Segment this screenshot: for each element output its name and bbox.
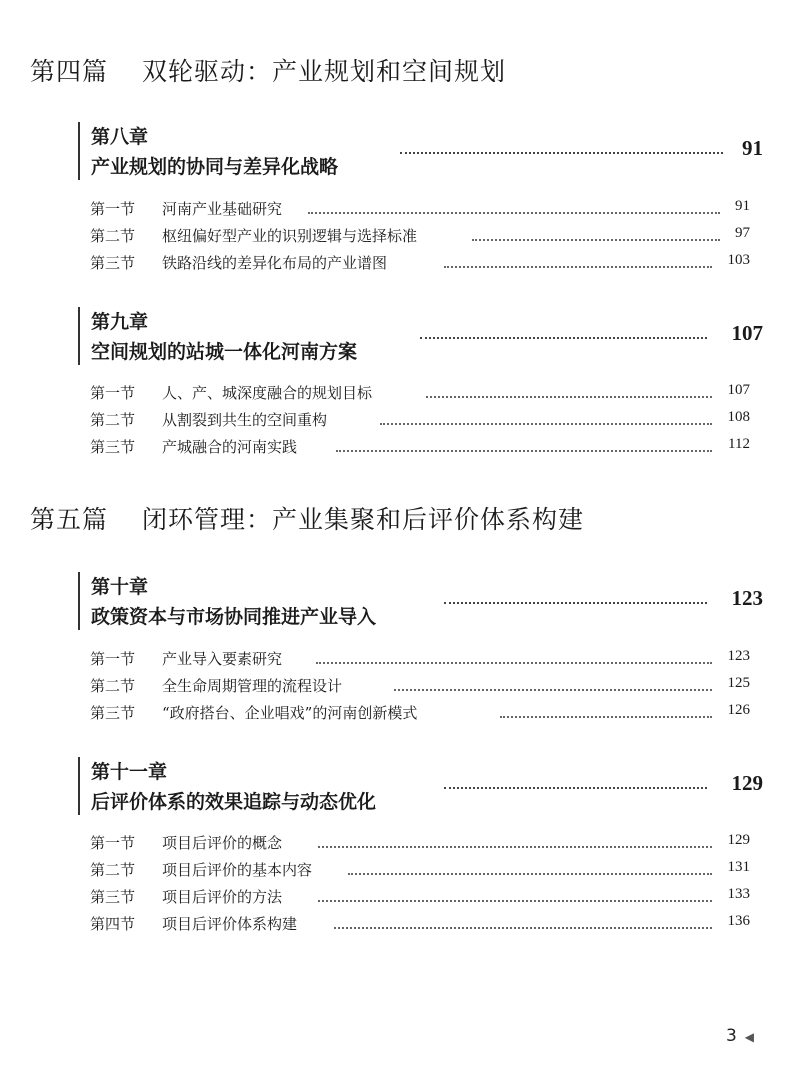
chapter-page: 107	[731, 321, 763, 345]
dot-leader	[318, 838, 712, 848]
section-number: 第二节	[90, 227, 136, 245]
dot-leader	[348, 865, 712, 875]
toc-section[interactable]	[90, 409, 750, 431]
section-number: 第三节	[90, 704, 136, 722]
section-page: 91	[735, 198, 750, 214]
part-title	[30, 52, 506, 88]
section-page: 136	[727, 913, 750, 929]
toc-chapter[interactable]	[78, 307, 763, 365]
page-number: 3	[725, 1026, 737, 1046]
toc-chapter[interactable]	[78, 757, 763, 815]
section-name: 全生命周期管理的流程设计	[162, 677, 343, 695]
section-name: 项目后评价的基本内容	[162, 861, 313, 879]
chapter-page: 123	[731, 586, 763, 610]
section-number: 第二节	[90, 677, 136, 695]
dot-leader	[500, 708, 712, 718]
section-page: 123	[727, 648, 750, 664]
section-number: 第三节	[90, 254, 136, 272]
section-name: 从割裂到共生的空间重构	[162, 411, 328, 429]
section-name: 项目后评价的方法	[162, 888, 283, 906]
part-name: 双轮驱动：产业规划和空间规划	[142, 57, 507, 86]
dot-leader	[426, 388, 712, 398]
page-footer	[726, 1026, 754, 1046]
toc-section[interactable]	[90, 648, 750, 670]
toc-section[interactable]	[90, 198, 750, 220]
section-name: 枢纽偏好型产业的识别逻辑与选择标准	[162, 227, 418, 245]
section-number: 第三节	[90, 438, 136, 456]
section-number: 第二节	[90, 861, 136, 879]
toc-section[interactable]	[90, 252, 750, 274]
section-page: 133	[727, 886, 750, 902]
chapter-page: 129	[731, 771, 763, 795]
section-name: 产城融合的河南实践	[162, 438, 298, 456]
section-name: 产业导入要素研究	[162, 650, 283, 668]
dot-leader	[394, 681, 712, 691]
chapter-number: 第九章	[91, 311, 149, 333]
part-title	[30, 500, 584, 536]
dot-leader	[318, 892, 712, 902]
chapter-name: 产业规划的协同与差异化战略	[91, 156, 339, 178]
section-page: 131	[727, 859, 750, 875]
section-number: 第一节	[90, 834, 136, 852]
section-name: 人、产、城深度融合的规划目标	[162, 384, 373, 402]
section-name: 铁路沿线的差异化布局的产业谱图	[162, 254, 388, 272]
chapter-name: 后评价体系的效果追踪与动态优化	[91, 791, 377, 813]
dot-leader	[400, 142, 723, 154]
toc-section[interactable]	[90, 886, 750, 908]
section-number: 第三节	[90, 888, 136, 906]
section-page: 97	[735, 225, 750, 241]
part-number: 第四篇	[30, 57, 109, 86]
part-number: 第五篇	[30, 505, 109, 534]
toc-chapter[interactable]	[78, 572, 763, 630]
toc-section[interactable]	[90, 436, 750, 458]
chapter-number: 第十章	[91, 576, 149, 598]
section-number: 第二节	[90, 411, 136, 429]
section-number: 第一节	[90, 384, 136, 402]
section-page: 129	[727, 832, 750, 848]
toc-chapter[interactable]	[78, 122, 763, 180]
section-name: 项目后评价体系构建	[162, 915, 298, 933]
part-name: 闭环管理：产业集聚和后评价体系构建	[142, 505, 585, 534]
section-page: 126	[727, 702, 750, 718]
toc-section[interactable]	[90, 382, 750, 404]
dot-leader	[336, 442, 712, 452]
chapter-name: 空间规划的站城一体化河南方案	[91, 341, 358, 363]
section-page: 107	[727, 382, 750, 398]
toc-section[interactable]	[90, 702, 750, 724]
dot-leader	[444, 258, 712, 268]
dot-leader	[444, 592, 707, 604]
triangle-left-icon: ◀	[744, 1030, 754, 1044]
section-page: 125	[727, 675, 750, 691]
dot-leader	[472, 231, 720, 241]
toc-section[interactable]	[90, 859, 750, 881]
section-name: “政府搭台、企业唱戏”的河南创新模式	[162, 704, 418, 722]
dot-leader	[420, 327, 707, 339]
section-page: 108	[727, 409, 750, 425]
chapter-number: 第八章	[91, 126, 149, 148]
dot-leader	[308, 204, 720, 214]
dot-leader	[316, 654, 712, 664]
chapter-number: 第十一章	[91, 761, 168, 783]
toc-section[interactable]	[90, 913, 750, 935]
toc-section[interactable]	[90, 832, 750, 854]
dot-leader	[444, 777, 707, 789]
section-page: 103	[727, 252, 750, 268]
toc-section[interactable]	[90, 225, 750, 247]
section-number: 第一节	[90, 650, 136, 668]
chapter-page: 91	[742, 136, 763, 160]
dot-leader	[334, 919, 712, 929]
section-name: 项目后评价的概念	[162, 834, 283, 852]
section-name: 河南产业基础研究	[162, 200, 283, 218]
dot-leader	[380, 415, 712, 425]
chapter-name: 政策资本与市场协同推进产业导入	[91, 606, 377, 628]
section-number: 第四节	[90, 915, 136, 933]
section-page: 112	[728, 436, 750, 452]
section-number: 第一节	[90, 200, 136, 218]
toc-section[interactable]	[90, 675, 750, 697]
